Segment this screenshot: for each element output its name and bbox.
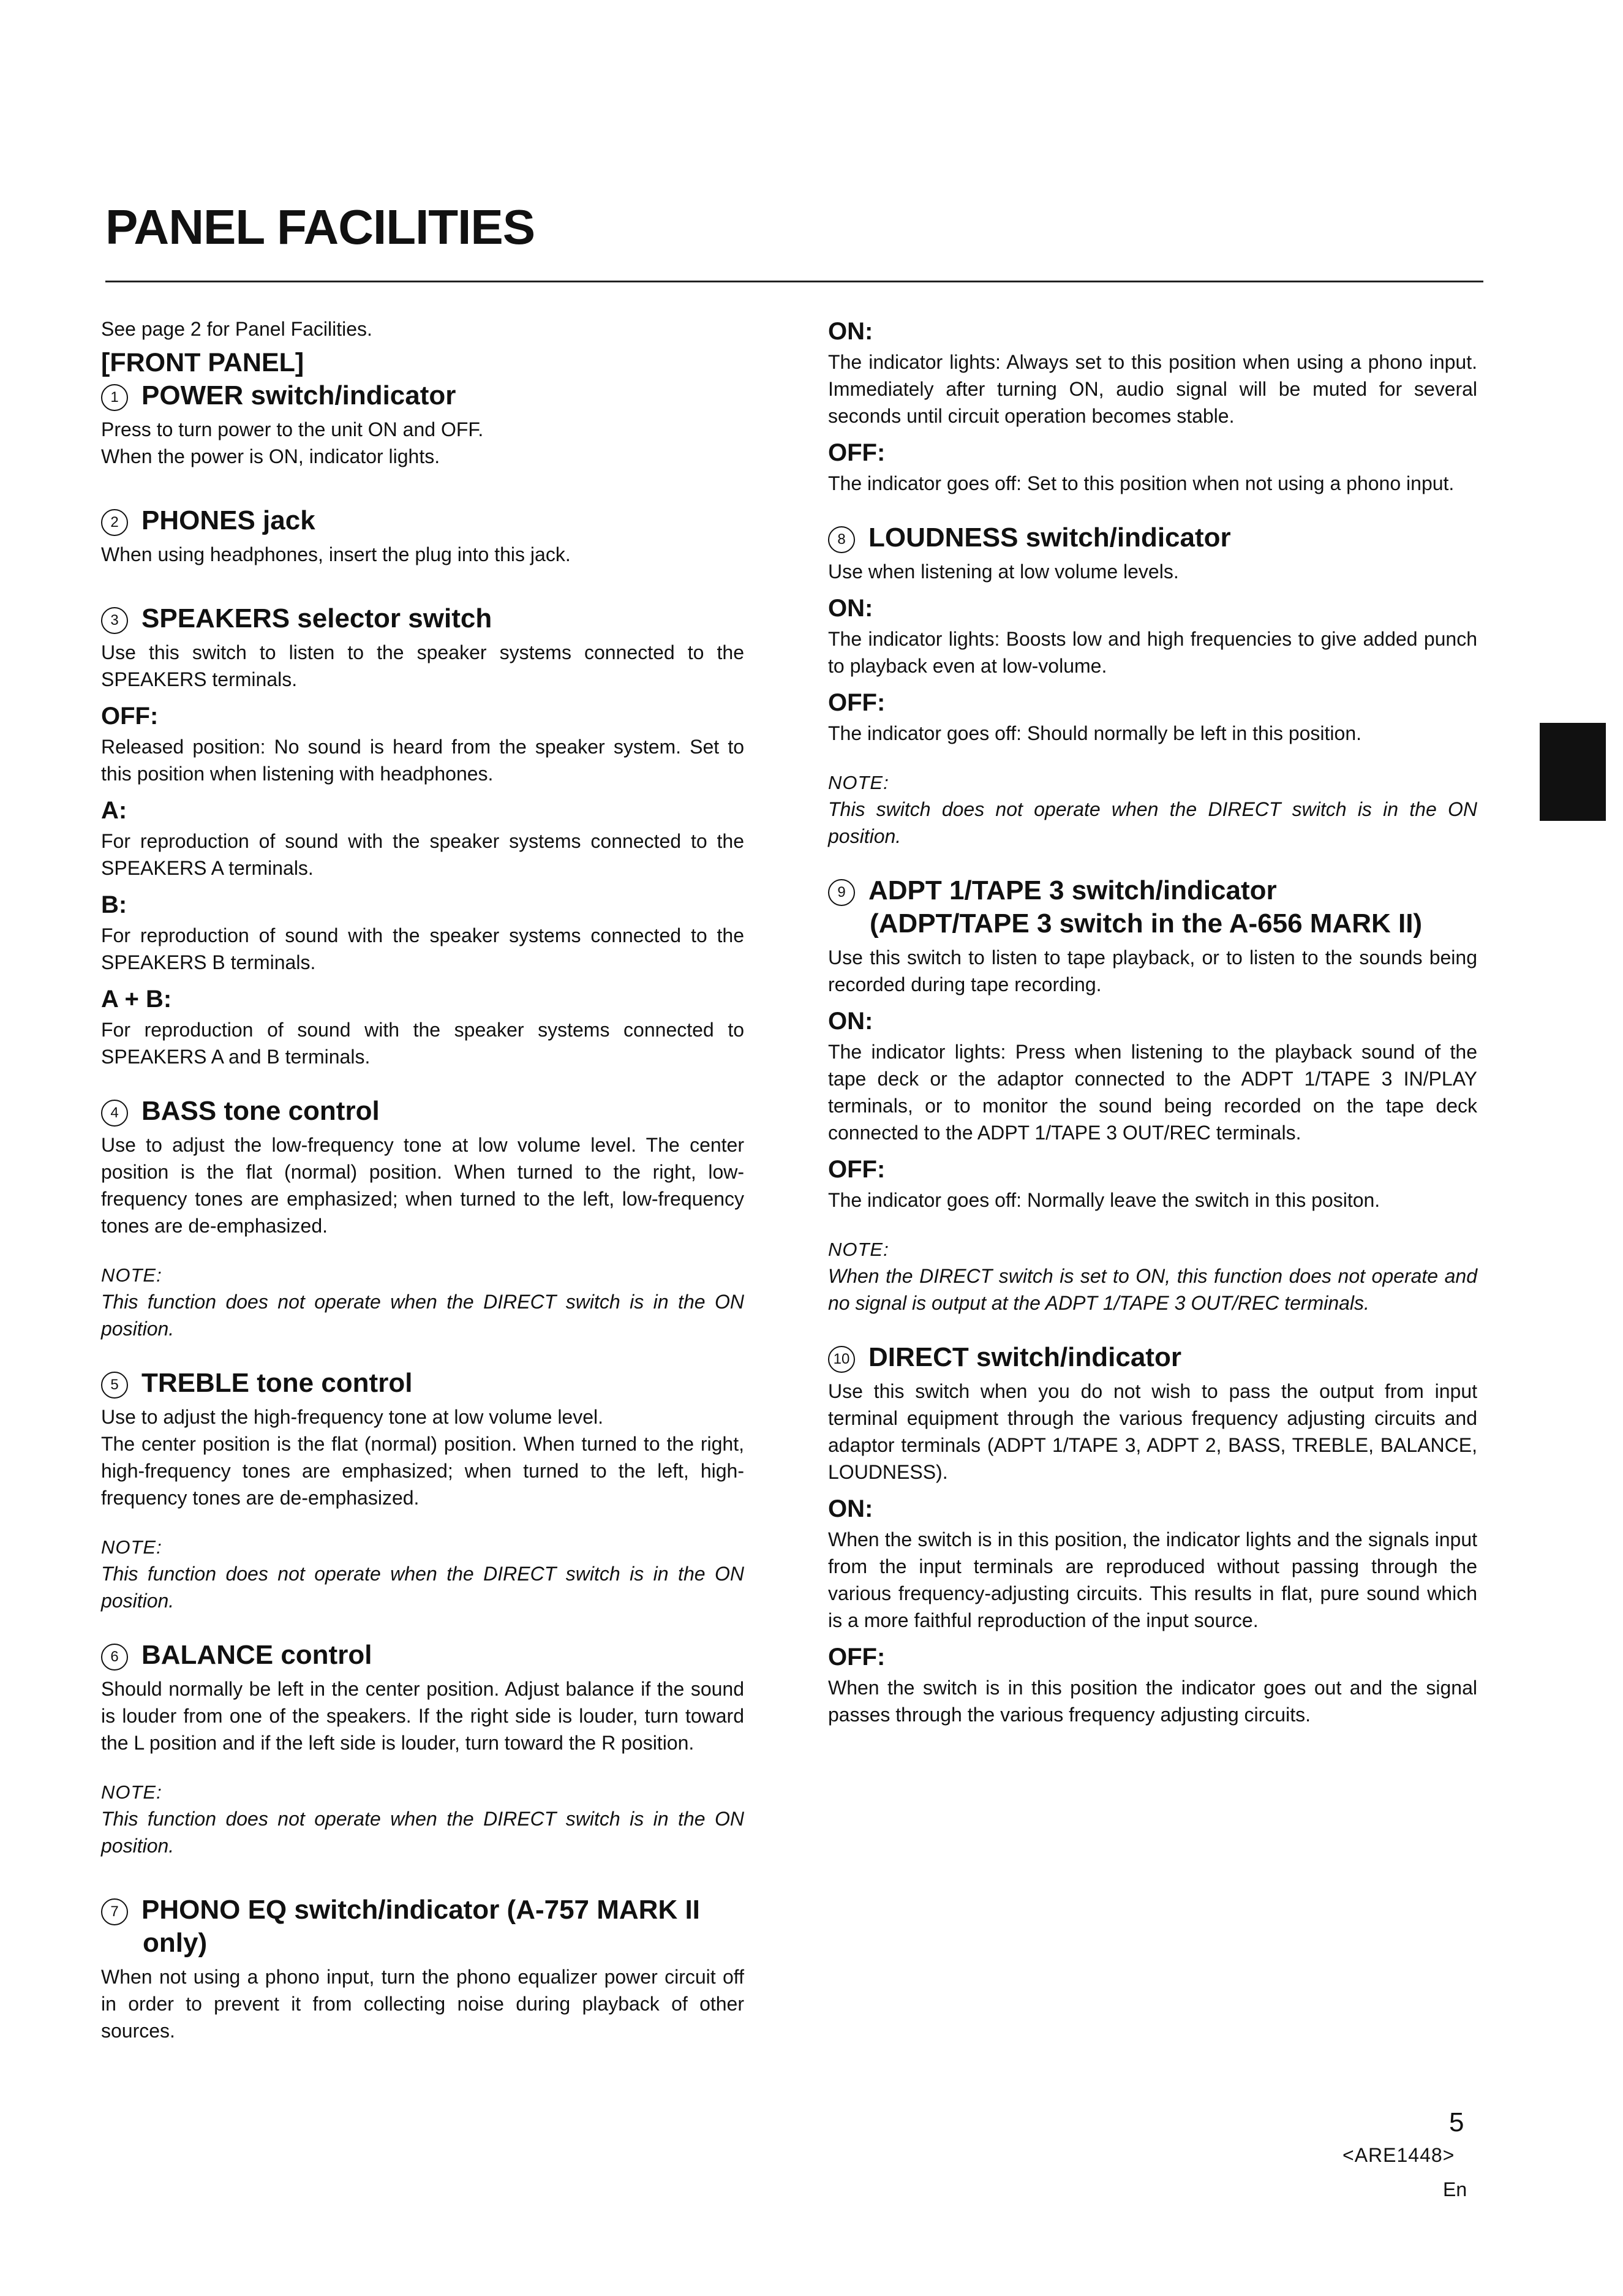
option-label: OFF: xyxy=(828,1156,886,1183)
option-label: A + B: xyxy=(101,986,172,1013)
section-heading: 7 PHONO EQ switch/indicator (A-757 MARK II only) xyxy=(101,1894,744,1960)
section-tab-marker xyxy=(1540,723,1606,821)
circled-number: 1 xyxy=(101,384,128,411)
note-label: NOTE: xyxy=(101,1781,162,1803)
section-heading: 10 DIRECT switch/indicator xyxy=(828,1341,1477,1374)
circled-number: 6 xyxy=(101,1644,128,1671)
body-text: The center position is the flat (normal) position. When turned to the right, high-frequency tones are emphasized; when turned to the left, high-frequency tones are de-emphasized. xyxy=(101,1433,744,1509)
option-label: OFF: xyxy=(828,1644,886,1671)
note-label: NOTE: xyxy=(101,1264,162,1286)
front-panel-heading: [FRONT PANEL] xyxy=(101,348,304,377)
section-heading: 2 PHONES jack xyxy=(101,504,744,537)
section-speakers xyxy=(101,602,744,1070)
section-treble xyxy=(101,1367,744,1614)
note-label: NOTE: xyxy=(828,1239,889,1260)
body-text: When not using a phono input, turn the phono equalizer power circuit off in order to prevent it from collecting noise during playback of other sources. xyxy=(101,1966,744,2042)
option-label: ON: xyxy=(828,1495,873,1522)
circled-number: 4 xyxy=(101,1100,128,1127)
section-heading: 8 LOUDNESS switch/indicator xyxy=(828,521,1477,554)
body-text: The indicator goes off: Set to this position when not using a phono input. xyxy=(828,472,1455,494)
body-text: Press to turn power to the unit ON and OFF. xyxy=(101,418,484,440)
note-label: NOTE: xyxy=(101,1536,162,1558)
note-text: This switch does not operate when the DIRECT switch is in the ON position. xyxy=(828,798,1477,847)
body-text: Use this switch to listen to the speaker systems connected to the SPEAKERS terminals. xyxy=(101,641,744,690)
body-text: For reproduction of sound with the speaker systems connected to the SPEAKERS A terminals. xyxy=(101,830,744,879)
note-label: NOTE: xyxy=(828,772,889,793)
body-text: Use this switch when you do not wish to pass the output from input terminal equipment through the various frequency adjusting circuits and adaptor terminals (ADPT 1/TAPE 3, ADPT 2, BASS, TREBLE, BALANCE, LOUDNESS). xyxy=(828,1380,1477,1483)
section-phono-eq-cont xyxy=(828,315,1477,497)
body-text: Use when listening at low volume levels. xyxy=(828,561,1179,583)
body-text: The indicator lights: Boosts low and high frequencies to give added punch to playback even at low-volume. xyxy=(828,628,1477,677)
section-heading: 6 BALANCE control xyxy=(101,1639,744,1672)
body-text: The indicator lights: Press when listening to the playback sound of the tape deck or the adaptor connected to the ADPT 1/TAPE 3 IN/PLAY terminals, or to monitor the sound being recorded on the tape deck connected to the ADPT 1/TAPE 3 OUT/REC terminals. xyxy=(828,1041,1477,1144)
section-heading: 3 SPEAKERS selector switch xyxy=(101,602,744,635)
circled-number: 3 xyxy=(101,607,128,634)
option-label: ON: xyxy=(828,1008,873,1035)
section-loudness xyxy=(828,521,1477,850)
section-adpt-tape xyxy=(828,874,1477,1316)
note-text: This function does not operate when the DIRECT switch is in the ON position. xyxy=(101,1291,744,1340)
circled-number: 2 xyxy=(101,509,128,536)
section-direct xyxy=(828,1341,1477,1728)
option-label: ON: xyxy=(828,595,873,622)
body-text: The indicator lights: Always set to this position when using a phono input. Immediately after turning ON, audio signal will be muted for several seconds until circuit operation becomes stable. xyxy=(828,351,1477,427)
section-heading: 4 BASS tone control xyxy=(101,1095,744,1128)
body-text: When the power is ON, indicator lights. xyxy=(101,445,440,467)
section-phono-eq xyxy=(101,1894,744,2044)
option-label: OFF: xyxy=(101,703,159,730)
option-label: OFF: xyxy=(828,439,886,466)
language-code: En xyxy=(1443,2178,1467,2200)
section-heading: 5 TREBLE tone control xyxy=(101,1367,744,1400)
body-text: Released position: No sound is heard from the speaker system. Set to this position when listening with headphones. xyxy=(101,736,744,785)
note-text: When the DIRECT switch is set to ON, this function does not operate and no signal is output at the ADPT 1/TAPE 3 OUT/REC terminals. xyxy=(828,1265,1477,1314)
body-text: Use to adjust the low-frequency tone at low volume level. The center position is the flat (normal) position. When turned to the right, low-frequency tones are emphasized; when turned to the left, low-frequency tones are de-emphasized. xyxy=(101,1134,744,1237)
body-text: For reproduction of sound with the speaker systems connected to SPEAKERS A and B terminals. xyxy=(101,1019,744,1068)
circled-number: 7 xyxy=(101,1898,128,1925)
circled-number: 9 xyxy=(828,879,855,906)
section-power xyxy=(101,379,744,470)
note-text: This function does not operate when the DIRECT switch is in the ON position. xyxy=(101,1808,744,1857)
section-heading: 1 POWER switch/indicator xyxy=(101,379,744,412)
body-text: Use this switch to listen to tape playback, or to listen to the sounds being recorded during tape recording. xyxy=(828,946,1477,995)
option-label: OFF: xyxy=(828,689,886,716)
section-subheading: (ADPT/TAPE 3 switch in the A-656 MARK II) xyxy=(870,908,1423,938)
option-label: A: xyxy=(101,797,127,824)
section-heading: 9 ADPT 1/TAPE 3 switch/indicator (ADPT/TAPE 3 switch in the A-656 MARK II) xyxy=(828,874,1477,940)
circled-number: 8 xyxy=(828,526,855,553)
body-text: For reproduction of sound with the speaker systems connected to the SPEAKERS B terminals. xyxy=(101,924,744,973)
body-text: The indicator goes off: Should normally be left in this position. xyxy=(828,722,1362,744)
document-code: <ARE1448> xyxy=(1342,2144,1455,2166)
section-phones xyxy=(101,504,744,568)
left-column xyxy=(101,315,744,2044)
title-divider xyxy=(105,281,1483,282)
circled-number: 10 xyxy=(828,1346,855,1373)
option-label: ON: xyxy=(828,318,873,345)
circled-number: 5 xyxy=(101,1372,128,1399)
body-text: Use to adjust the high-frequency tone at low volume level. xyxy=(101,1406,604,1428)
page-number: 5 xyxy=(1449,2107,1464,2137)
body-text: When using headphones, insert the plug into this jack. xyxy=(101,543,571,565)
intro-text: See page 2 for Panel Facilities. xyxy=(101,318,372,340)
section-balance xyxy=(101,1639,744,1859)
body-text: Should normally be left in the center position. Adjust balance if the sound is louder from one of the speakers. If the right side is louder, turn toward the L position and if the left side is louder, turn toward the R position. xyxy=(101,1678,744,1754)
right-column xyxy=(828,315,1477,1728)
body-text: When the switch is in this position the indicator goes out and the signal passes through the various frequency adjusting circuits. xyxy=(828,1677,1477,1726)
page-title: PANEL FACILITIES xyxy=(105,200,535,254)
option-label: B: xyxy=(101,891,127,918)
body-text: The indicator goes off: Normally leave the switch in this positon. xyxy=(828,1189,1380,1211)
section-bass xyxy=(101,1095,744,1342)
body-text: When the switch is in this position, the indicator lights and the signals input from the input terminals are reproduced without passing through the various frequency-adjusting circuits. This results in flat, pure sound which is a more faithful reproduction of the input source. xyxy=(828,1528,1477,1631)
note-text: This function does not operate when the DIRECT switch is in the ON position. xyxy=(101,1563,744,1612)
